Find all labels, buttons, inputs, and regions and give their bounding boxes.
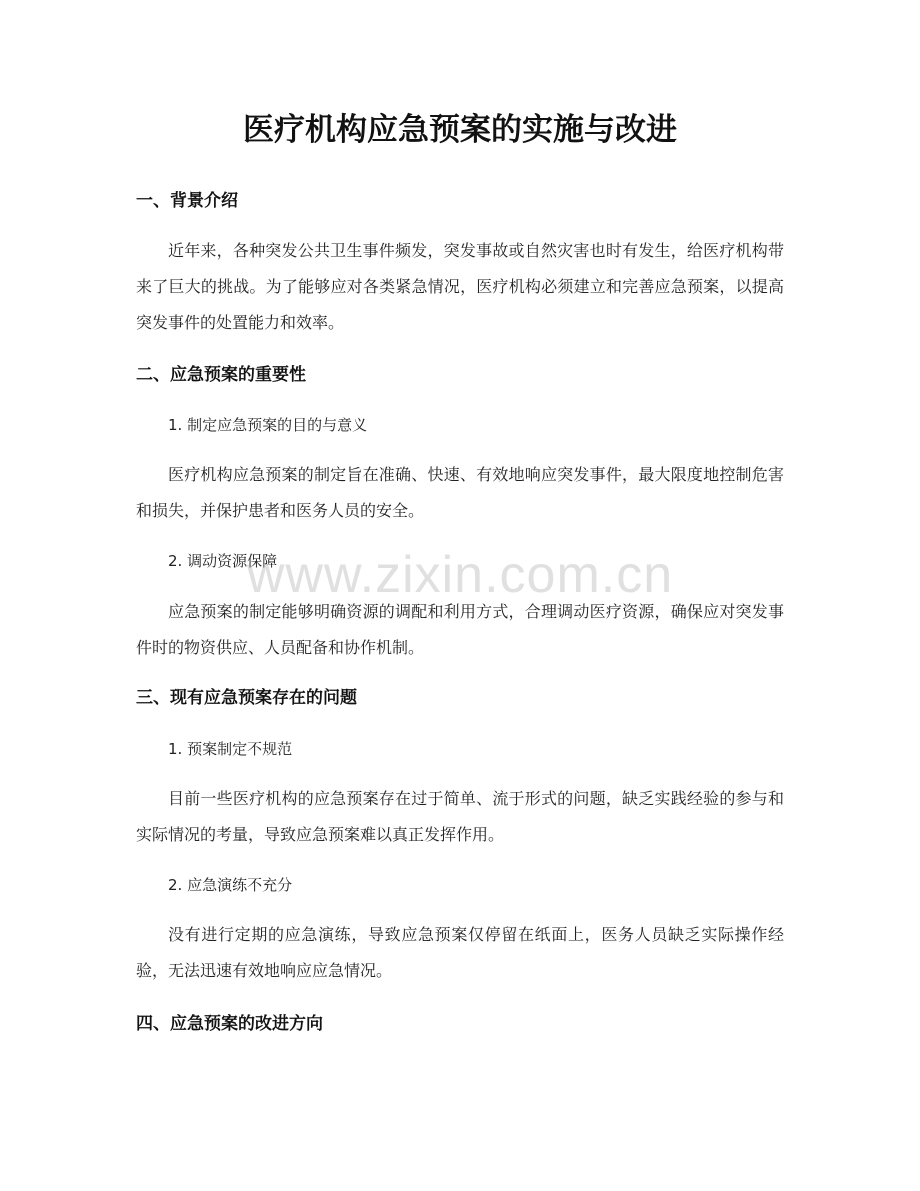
watermark: www.zixin.com.cn xyxy=(246,546,674,604)
document-title: 医疗机构应急预案的实施与改进 xyxy=(243,112,677,148)
paragraph-purpose: 医疗机构应急预案的制定旨在准确、快速、有效地响应突发事件，最大限度地控制危害和损失，并保护患者和医务人员的安全。 xyxy=(136,465,784,520)
section-heading-importance: 二、应急预案的重要性 xyxy=(136,365,306,385)
subheading-nonstandard: 1. 预案制定不规范 xyxy=(168,740,293,758)
section-heading-improvement: 四、应急预案的改进方向 xyxy=(136,1014,323,1034)
section-heading-problems: 三、现有应急预案存在的问题 xyxy=(136,688,357,708)
paragraph-drills: 没有进行定期的应急演练，导致应急预案仅停留在纸面上，医务人员缺乏实际操作经验，无法迅速有效地响应应急情况。 xyxy=(136,925,784,980)
section-heading-background: 一、背景介绍 xyxy=(136,191,238,211)
subheading-resources: 2. 调动资源保障 xyxy=(168,552,278,570)
paragraph-resources: 应急预案的制定能够明确资源的调配和利用方式，合理调动医疗资源，确保应对突发事件时的物资供应、人员配备和协作机制。 xyxy=(136,602,784,657)
paragraph-nonstandard: 目前一些医疗机构的应急预案存在过于简单、流于形式的问题，缺乏实践经验的参与和实际情况的考量，导致应急预案难以真正发挥作用。 xyxy=(136,789,784,844)
section-paragraph-background: 近年来，各种突发公共卫生事件频发，突发事故或自然灾害也时有发生，给医疗机构带来了巨大的挑战。为了能够应对各类紧急情况，医疗机构必须建立和完善应急预案，以提高突发事件的处置能力和效率。 xyxy=(136,241,784,332)
subheading-drills: 2. 应急演练不充分 xyxy=(168,876,293,894)
subheading-purpose: 1. 制定应急预案的目的与意义 xyxy=(168,416,368,434)
